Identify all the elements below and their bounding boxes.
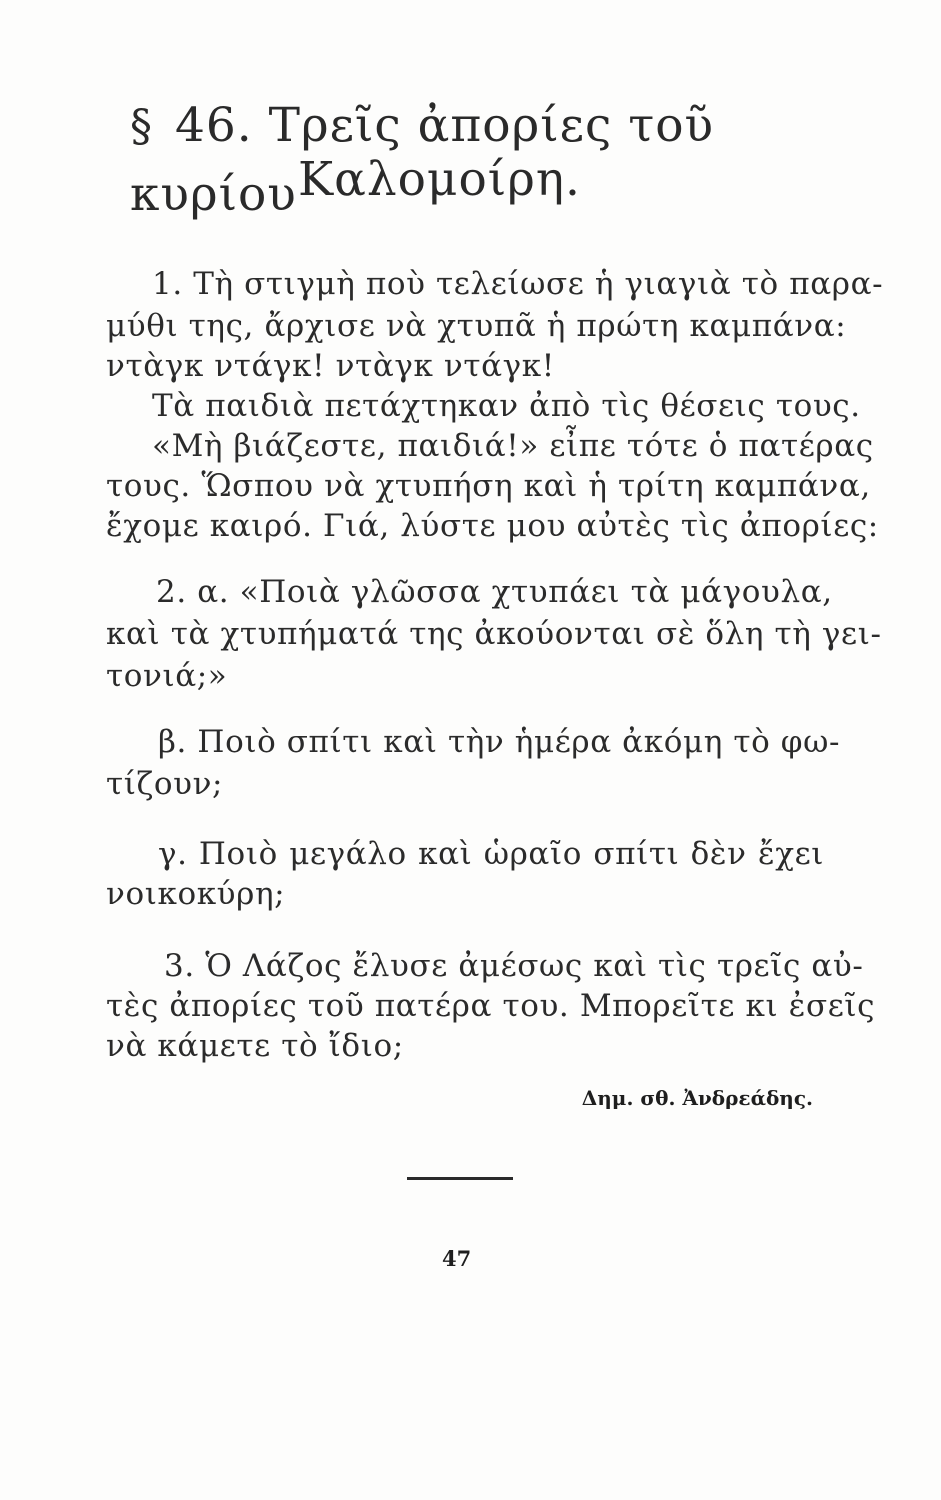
text-line: Τὰ παιδιὰ πετάχτηκαν ἀπὸ τὶς θέσεις τους. bbox=[152, 388, 861, 424]
page-number: 47 bbox=[442, 1246, 472, 1271]
heading-title-line-1: 46. Τρεῖς ἀπορίες τοῦ κυρίου bbox=[130, 98, 715, 222]
text-line: τους. Ὥσπου νὰ χτυπήση καὶ ἡ τρίτη καμπάνα, bbox=[106, 468, 871, 504]
author-signature: Δημ. σθ. Ἀνδρεάδης. bbox=[581, 1086, 813, 1110]
text-line: καὶ τὰ χτυπήματά της ἀκούονται σὲ ὅλη τὴ γει- bbox=[106, 616, 882, 652]
text-line: ντὰγκ ντάγκ! ντὰγκ ντάγκ! bbox=[106, 348, 555, 384]
divider-rule bbox=[407, 1177, 513, 1180]
text-line: τίζουν; bbox=[106, 766, 224, 802]
text-line: νὰ κάμετε τὸ ἴδιο; bbox=[106, 1028, 404, 1064]
text-line: β. Ποιὸ σπίτι καὶ τὴν ἡμέρα ἀκόμη τὸ φω- bbox=[158, 724, 841, 760]
text-line: γ. Ποιὸ μεγάλο καὶ ὡραῖο σπίτι δὲν ἔχει bbox=[158, 836, 824, 872]
heading-title-line-2: Καλομοίρη. bbox=[298, 152, 581, 207]
section-mark: § bbox=[130, 101, 153, 152]
text-line: τονιά;» bbox=[106, 658, 228, 694]
text-line: 2. α. «Ποιὰ γλῶσσα χτυπάει τὰ μάγουλα, bbox=[156, 574, 833, 610]
text-line: ἔχομε καιρό. Γιά, λύστε μου αὐτὲς τὶς ἀπορίες: bbox=[106, 508, 879, 544]
text-line: νοικοκύρη; bbox=[106, 876, 286, 912]
text-line: 3. Ὁ Λάζος ἔλυσε ἀμέσως καὶ τὶς τρεῖς αὐ- bbox=[164, 948, 864, 984]
text-line: 1. Τὴ στιγμὴ ποὺ τελείωσε ἡ γιαγιὰ τὸ παρα- bbox=[152, 266, 884, 302]
text-line: μύθι της, ἄρχισε νὰ χτυπᾶ ἡ πρώτη καμπάνα: bbox=[106, 308, 847, 344]
text-line: τὲς ἀπορίες τοῦ πατέρα του. Μπορεῖτε κι ἐσεῖς bbox=[106, 988, 876, 1024]
text-line: «Μὴ βιάζεστε, παιδιά!» εἶπε τότε ὁ πατέρας bbox=[152, 428, 874, 464]
